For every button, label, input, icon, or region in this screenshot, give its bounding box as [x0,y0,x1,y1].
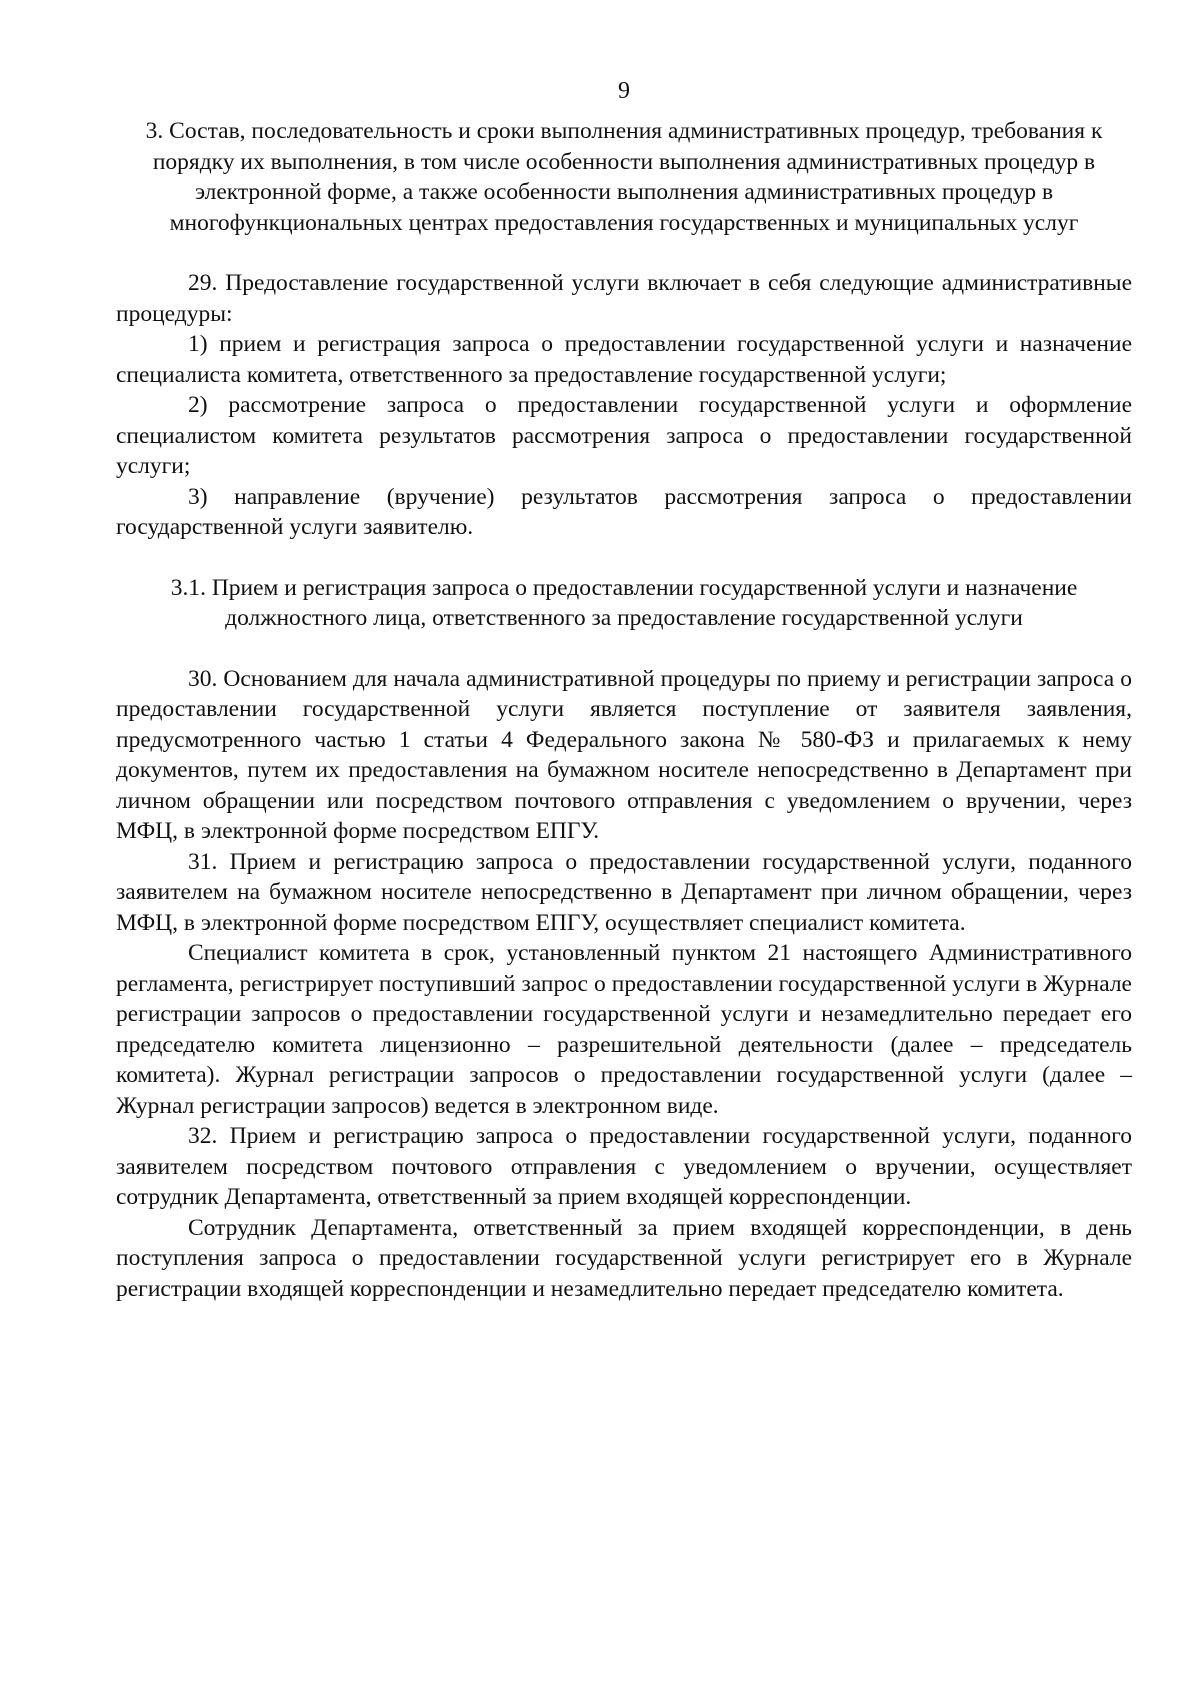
paragraph-31-specialist: Специалист комитета в срок, установленный пунктом 21 настоящего Административного регламента, регистрирует поступивший запрос о предоставлении государственной услуги в Журнале регистрации запросов о предоставлении государственной услуги и незамедлительно передает его председателю комитета лицензионно – разрешительной деятельности (далее – председатель комитета). Журнал регистрации запросов о предоставлении государственной услуги (далее – Журнал регистрации запросов) ведется в электронном виде. [116,940,1132,1119]
procedure-item-2: 2) рассмотрение запроса о предоставлении государственной услуги и оформление специалистом комитета результатов рассмотрения запроса о предоставлении государственной услуги; [116,392,1132,479]
procedure-item-3: 3) направление (вручение) результатов рассмотрения запроса о предоставлении государственной услуги заявителю. [116,483,1132,540]
page-number: 9 [618,78,630,104]
paragraph-32-employee: Сотрудник Департамента, ответственный за прием входящей корреспонденции, в день поступления запроса о предоставлении государственной услуги регистрирует его в Журнале регистрации входящей корреспонденции и незамедлительно передает председателю комитета. [116,1214,1132,1302]
paragraph-31: 31. Прием и регистрацию запроса о предоставлении государственной услуги, поданного заявителем на бумажном носителе непосредственно в Департамент при личном обращении, через МФЦ, в электронной форме посредством ЕПГУ, осуществляет специалист комитета. [116,848,1132,936]
subsection-heading: 3.1. Прием и регистрация запроса о предоставлении государственной услуги и назначение должностного лица, ответственного за предоставление государственной услуги [170,574,1078,631]
document-page [116,76,1132,1304]
procedure-item-1: 1) прием и регистрация запроса о предоставлении государственной услуги и назначение специалиста комитета, ответственного за предоставление государственной услуги; [116,331,1132,388]
paragraph-32: 32. Прием и регистрацию запроса о предоставлении государственной услуги, поданного заявителем посредством почтового отправления с уведомлением о вручении, осуществляет сотрудник Департамента, ответственный за прием входящей корреспонденции. [116,1123,1132,1210]
section-heading: 3. Состав, последовательность и сроки выполнения административных процедур, требования к порядку их выполнения, в том числе особенности выполнения административных процедур в электронной форме, а также особенности выполнения административных процедур в многофункциональных центрах предоставления государственных и муниципальных услуг [145,118,1103,236]
paragraph-30: 30. Основанием для начала административной процедуры по приему и регистрации запроса о предоставлении государственной услуги является поступление от заявителя заявления, предусмотренного частью 1 статьи 4 Федерального закона № 580-ФЗ и прилагаемых к нему документов, путем их предоставления на бумажном носителе непосредственно в Департамент при личном обращении или посредством почтового отправления с уведомлением о вручении, через МФЦ, в электронной форме посредством ЕПГУ. [116,665,1132,844]
subsection-body [116,664,1132,1305]
paragraph-29: 29. Предоставление государственной услуги включает в себя следующие административные процедуры: [116,270,1132,327]
procedures-list [116,268,1132,543]
